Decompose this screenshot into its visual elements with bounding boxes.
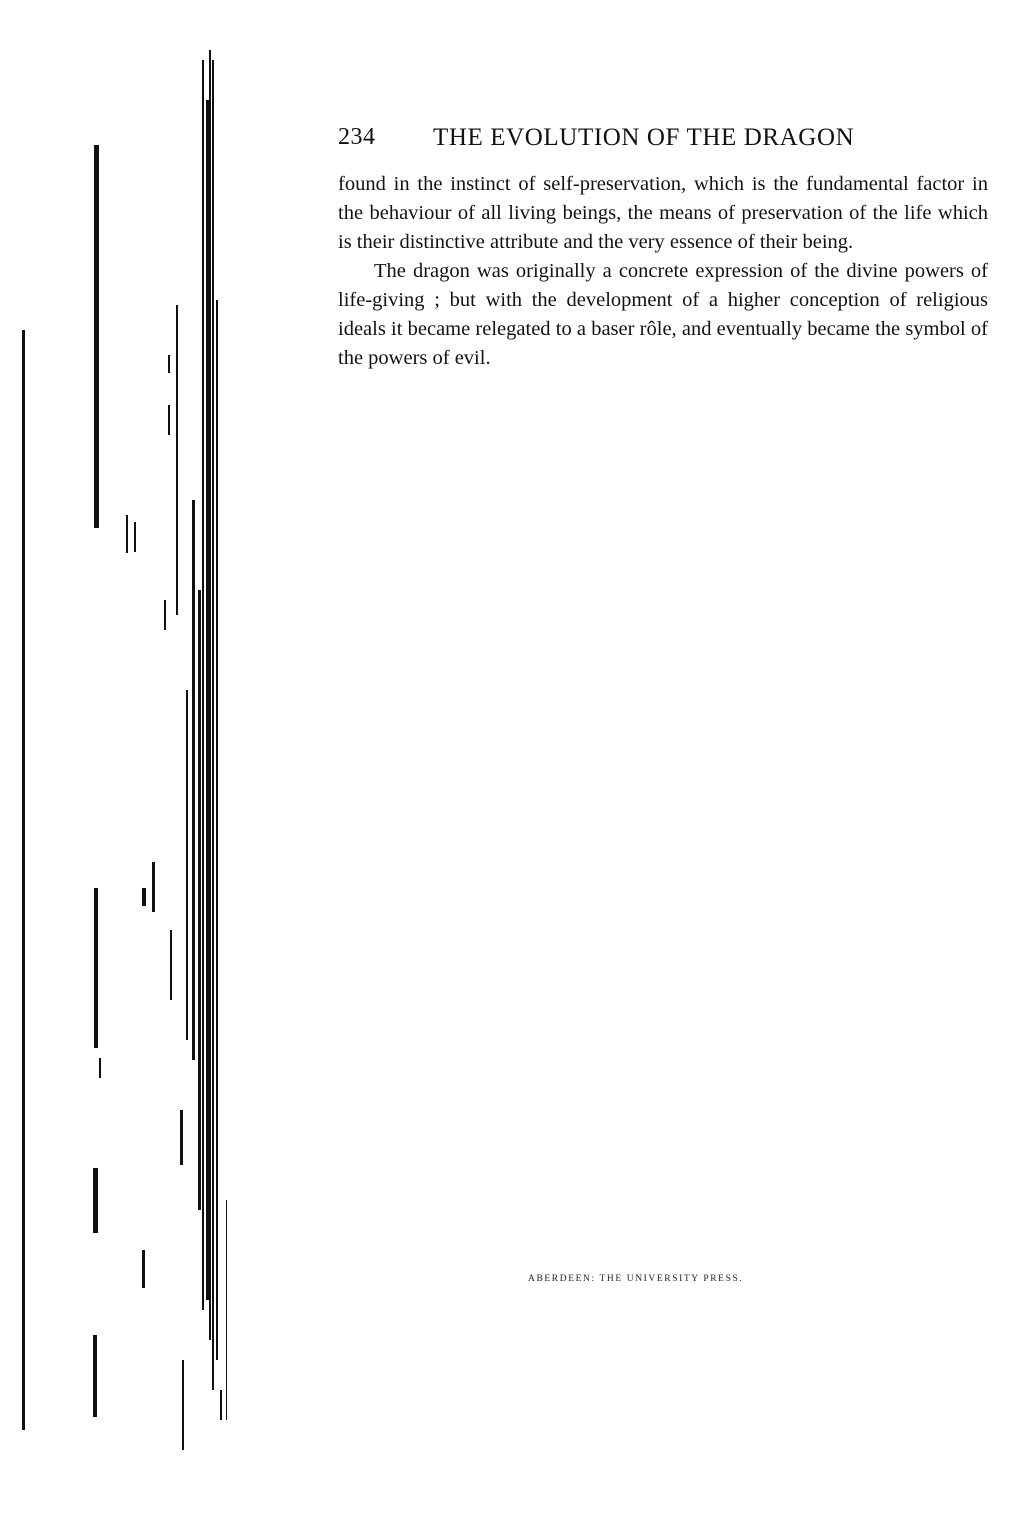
scan-edge-artifacts — [0, 0, 240, 1525]
page-number: 234 — [338, 124, 376, 150]
running-head — [338, 120, 938, 160]
running-title: THE EVOLUTION OF THE DRAGON — [433, 124, 855, 151]
printer-imprint: ABERDEEN: THE UNIVERSITY PRESS. — [528, 1274, 744, 1284]
body-text — [338, 170, 988, 373]
paragraph-dragon: The dragon was originally a concrete expression of the divine powers of life-giving ; but with the development of a higher conception of religious ideals it became relegated to a baser rôle, and eventually became the symbol of the powers of evil. — [338, 260, 988, 369]
paragraph-continuation: found in the instinct of self-preservation, which is the fundamental factor in the behaviour of all living beings, the means of preservation of the life which is their distinctive attribute and the very essence of their being. — [338, 173, 988, 253]
